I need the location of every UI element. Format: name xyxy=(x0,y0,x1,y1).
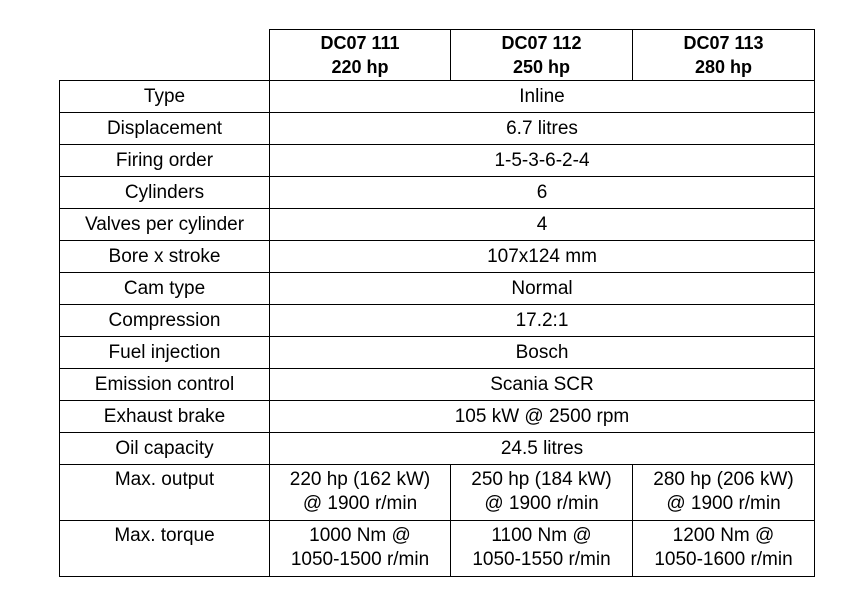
row-value: 107x124 mm xyxy=(270,241,815,273)
row-cylinders xyxy=(60,177,815,209)
row-value: 4 xyxy=(270,209,815,241)
max-torque-dc07-111 xyxy=(270,521,451,577)
max-output-dc07-113 xyxy=(633,465,815,521)
value-line-1: 1200 Nm @ xyxy=(672,525,775,546)
row-label: Type xyxy=(60,81,270,113)
row-value: Inline xyxy=(270,81,815,113)
value-line-2: @ 1900 r/min xyxy=(302,493,418,514)
value-line-1: 220 hp (162 kW) xyxy=(289,469,431,490)
row-label: Max. torque xyxy=(60,521,270,577)
model-name: DC07 112 xyxy=(501,33,582,53)
model-power: 250 hp xyxy=(512,57,571,77)
row-type xyxy=(60,81,815,113)
row-label: Oil capacity xyxy=(60,433,270,465)
row-value: 6 xyxy=(270,177,815,209)
row-emission-control xyxy=(60,369,815,401)
row-valves-per-cylinder xyxy=(60,209,815,241)
row-displacement xyxy=(60,113,815,145)
model-header-dc07-111 xyxy=(270,30,451,81)
row-value: 105 kW @ 2500 rpm xyxy=(270,401,815,433)
row-label: Emission control xyxy=(60,369,270,401)
row-oil-capacity xyxy=(60,433,815,465)
value-line-2: 1050-1550 r/min xyxy=(472,549,611,570)
row-value: 6.7 litres xyxy=(270,113,815,145)
max-output-dc07-111 xyxy=(270,465,451,521)
row-label: Max. output xyxy=(60,465,270,521)
row-value: 24.5 litres xyxy=(270,433,815,465)
row-label: Exhaust brake xyxy=(60,401,270,433)
model-name: DC07 113 xyxy=(683,33,764,53)
engine-spec-table xyxy=(59,29,815,577)
model-name: DC07 111 xyxy=(320,33,400,53)
value-line-1: 1100 Nm @ xyxy=(491,525,592,546)
row-label: Bore x stroke xyxy=(60,241,270,273)
row-firing-order xyxy=(60,145,815,177)
max-torque-dc07-112 xyxy=(451,521,633,577)
corner-cell xyxy=(60,30,270,81)
model-power: 280 hp xyxy=(694,57,753,77)
row-bore-stroke xyxy=(60,241,815,273)
row-label: Fuel injection xyxy=(60,337,270,369)
value-line-2: @ 1900 r/min xyxy=(484,493,599,514)
value-line-2: @ 1900 r/min xyxy=(666,493,781,514)
row-compression xyxy=(60,305,815,337)
model-header-dc07-113 xyxy=(633,30,815,81)
header-row xyxy=(60,30,815,81)
row-label: Cylinders xyxy=(60,177,270,209)
row-max-output xyxy=(60,465,815,521)
row-value: 17.2:1 xyxy=(270,305,815,337)
row-label: Valves per cylinder xyxy=(60,209,270,241)
row-label: Compression xyxy=(60,305,270,337)
row-fuel-injection xyxy=(60,337,815,369)
row-value: Normal xyxy=(270,273,815,305)
value-line-1: 280 hp (206 kW) xyxy=(653,469,794,490)
value-line-1: 250 hp (184 kW) xyxy=(471,469,612,490)
value-line-2: 1050-1500 r/min xyxy=(290,549,430,570)
max-torque-dc07-113 xyxy=(633,521,815,577)
value-line-1: 1000 Nm @ xyxy=(309,525,411,546)
row-label: Displacement xyxy=(60,113,270,145)
row-label: Firing order xyxy=(60,145,270,177)
row-value: Scania SCR xyxy=(270,369,815,401)
row-value: 1-5-3-6-2-4 xyxy=(270,145,815,177)
row-label: Cam type xyxy=(60,273,270,305)
value-line-2: 1050-1600 r/min xyxy=(654,549,793,570)
row-max-torque xyxy=(60,521,815,577)
model-power: 220 hp xyxy=(331,57,389,77)
max-output-dc07-112 xyxy=(451,465,633,521)
row-exhaust-brake xyxy=(60,401,815,433)
row-value: Bosch xyxy=(270,337,815,369)
model-header-dc07-112 xyxy=(451,30,633,81)
row-cam-type xyxy=(60,273,815,305)
